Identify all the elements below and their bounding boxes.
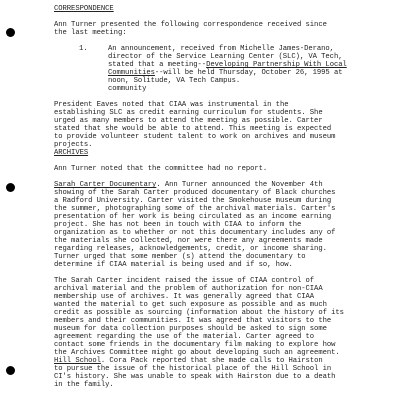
carter-paragraph-line: showing of the Sarah Carter produced documentary of Black churches (54, 189, 336, 197)
president-paragraph-line: projects. (54, 141, 93, 149)
president-paragraph-line: establishing SLC as credit earning curriculum for students. She (54, 109, 323, 117)
archives-report-line: Ann Turner noted that the committee had no report. (54, 165, 268, 173)
hill-paragraph-line: to pursue the issue of the historical place of the Hill School in (54, 365, 332, 373)
president-paragraph-line: urged as many members to attend the meeting as possible. Carter (54, 117, 323, 125)
punch-hole (6, 366, 15, 375)
carter-paragraph-line: determine if CIAA material is being used and if so, how. (54, 261, 293, 269)
incident-paragraph-line: agreement regarding the use of the material. Carter agreed to (54, 333, 315, 341)
announcement-line: An announcement, received from Michelle James-Derano, (108, 45, 334, 53)
carter-paragraph-line: project. She has not been in touch with CIAA to inform the (54, 221, 302, 229)
meeting-title: Communities (108, 69, 155, 77)
incident-paragraph-line: museum for data collection purposes should be asked to sign some (54, 325, 327, 333)
incident-paragraph-line: membership use of archives. It was generally agreed that CIAA (54, 293, 315, 301)
carter-paragraph-line: presentation of her work is being circulated as an income earning (54, 213, 332, 221)
hill-paragraph-line: CI's history. She was unable to speak with Hairston due to a death (54, 373, 336, 381)
carter-heading: Sarah Carter Documentary (54, 181, 157, 189)
carter-text: . Ann Turner announced the November 4th (156, 181, 323, 189)
item-number: 1. (79, 45, 88, 53)
carter-paragraph-line: Turner urged that some member (s) attend the documentary to (54, 253, 306, 261)
hill-text: . Cora Pack reported that she made calls to Hairston (100, 357, 323, 365)
announcement-line: community (108, 85, 147, 93)
meeting-title: Developing Partnership With Local (206, 61, 347, 69)
carter-paragraph-line: a Radford University. Carter visited the Smokehouse museum during (54, 197, 332, 205)
announcement-text: --will be held Thursday, October 26, 1995 at (154, 69, 343, 77)
incident-paragraph-line: contact some friends in the documentary film making to explore how (54, 341, 336, 349)
carter-paragraph-line: the materials she collected, nor were there any agreements made (54, 237, 323, 245)
hill-paragraph-line: in the family. (54, 381, 114, 389)
incident-paragraph-line: credit as possible as sourcing (information about the history of its (54, 309, 344, 317)
carter-paragraph-line: the summer, photographing some of the archival materials. Carter's (54, 205, 336, 213)
punch-hole (6, 28, 15, 37)
archives-heading: ARCHIVES (54, 149, 89, 157)
hill-heading: Hill School (54, 357, 101, 365)
announcement-line: director of the Service Learning Center (SLC), VA Tech, (108, 53, 343, 61)
correspondence-intro-line: Ann Turner presented the following correspondence received since (54, 21, 327, 29)
incident-paragraph-line: The Sarah Carter incident raised the issue of CIAA control of (54, 277, 315, 285)
announcement-text: stated that a meeting-- (108, 61, 207, 69)
carter-paragraph-line: regarding releases, acknowledgements, credit, or income sharing. (54, 245, 327, 253)
announcement-line (108, 61, 347, 69)
carter-paragraph-line: organization as to whether or not this documentary includes any of (54, 229, 336, 237)
correspondence-intro-line: the last meeting: (54, 29, 127, 37)
president-paragraph-line: to provide volunteer student talent to work on archives and museum (54, 133, 336, 141)
incident-paragraph-line: the Archives Committee might go about developing such an agreement. (54, 349, 340, 357)
president-paragraph-line: stated that she would be able to attend. This meeting is expected (54, 125, 332, 133)
punch-hole (6, 183, 15, 192)
incident-paragraph-line: archival material and the problem of authorization for non-CIAA (54, 285, 323, 293)
incident-paragraph-line: wanted the material to get such exposure as possible and as much (54, 301, 327, 309)
president-paragraph-line: President Eaves noted that CIAA was instrumental in the (54, 101, 289, 109)
carter-paragraph-line (54, 181, 323, 189)
announcement-line: noon, Solitude, VA Tech Campus. (108, 77, 241, 85)
correspondence-heading: CORRESPONDENCE (54, 5, 114, 13)
incident-paragraph-line: members and their communities. It was agreed that visitors to the (54, 317, 332, 325)
announcement-line (108, 69, 343, 77)
hill-paragraph-line (54, 357, 323, 365)
